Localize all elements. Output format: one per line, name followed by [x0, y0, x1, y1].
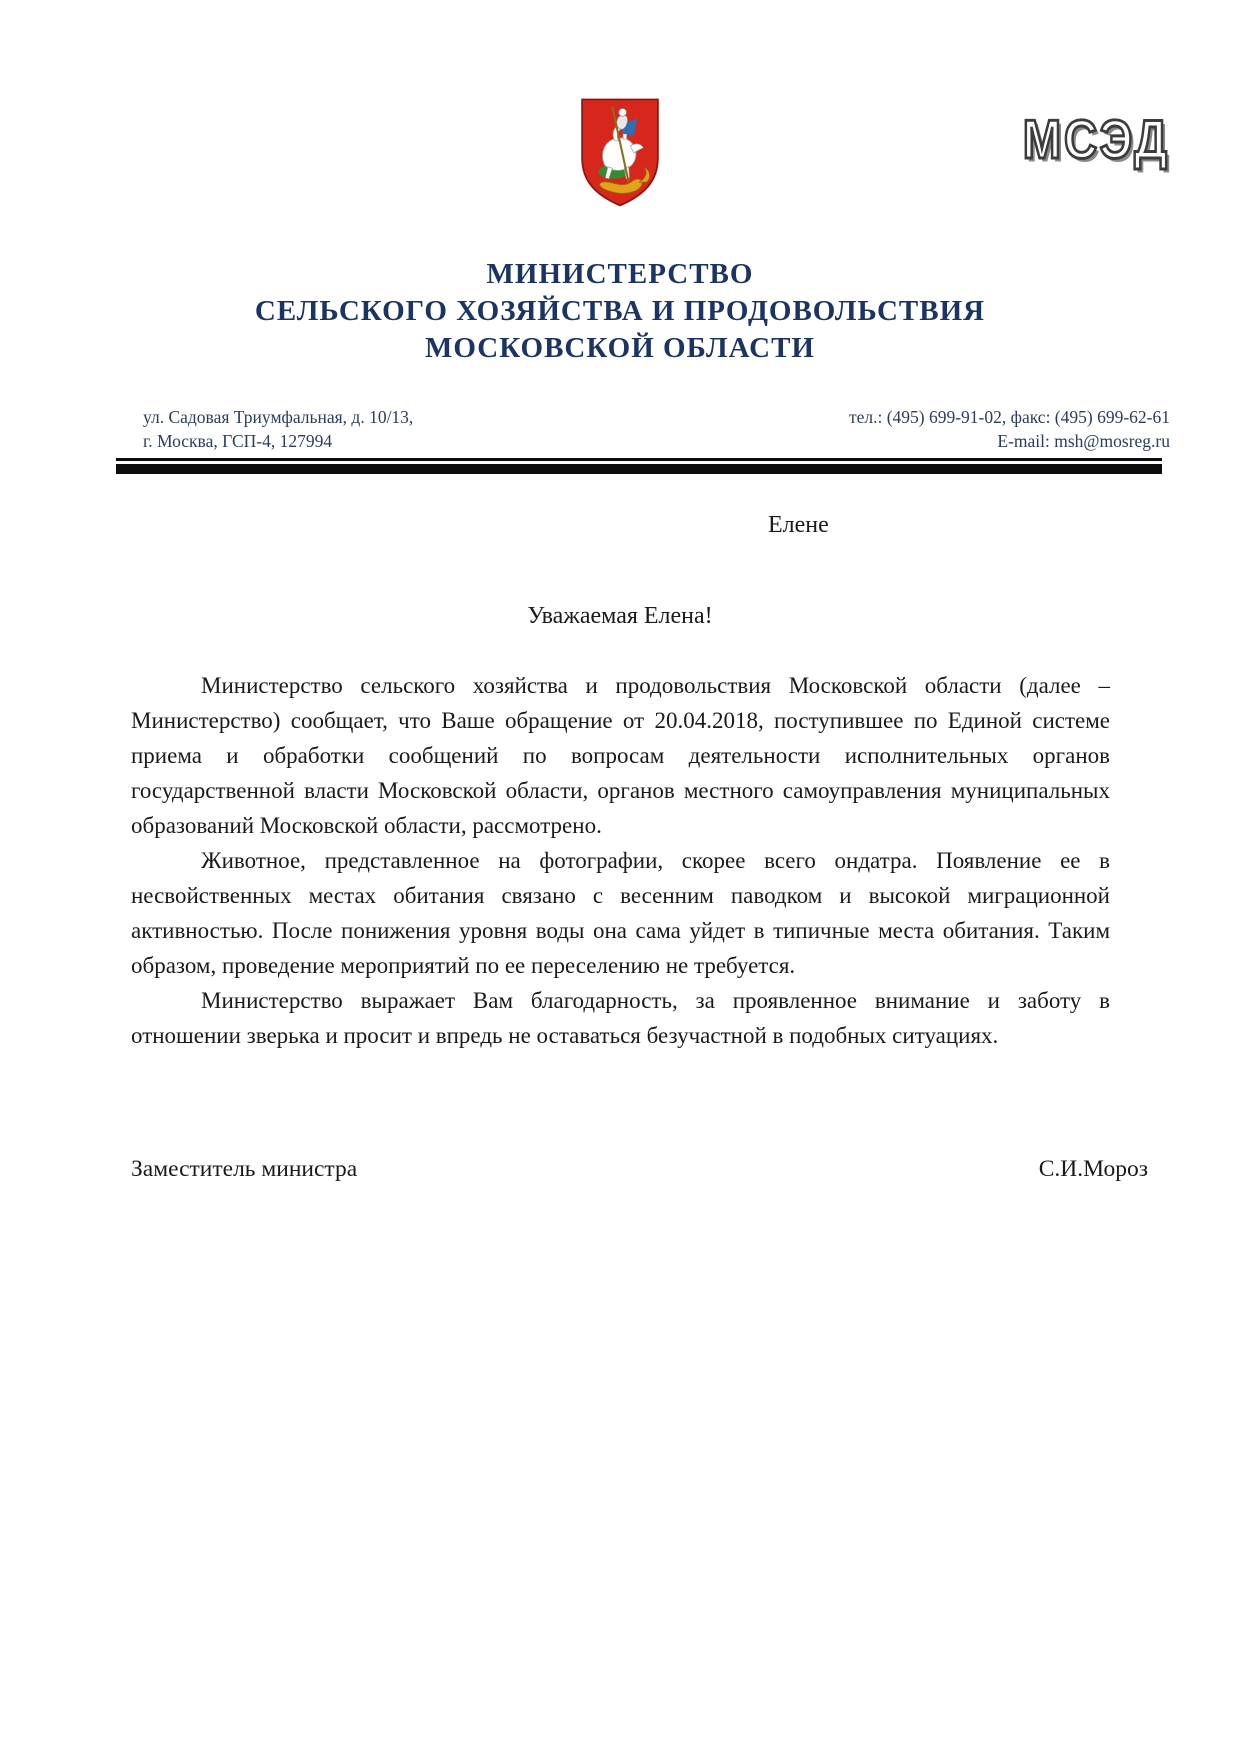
letter-body	[131, 668, 1110, 1053]
body-paragraph-2: Животное, представленное на фотографии, скорее всего ондатра. Появление ее в несвойственных местах обитания связано с весенним паводком и высокой миграционной активностью. После понижения уровня воды она сама уйдет в типичные места обитания. Таким образом, проведение мероприятий по ее переселению не требуется.	[131, 848, 1110, 978]
phone-fax-line: тел.: (495) 699-91-02, факс: (495) 699-62-61	[848, 407, 1170, 427]
ministry-contacts	[849, 405, 1170, 453]
letterhead-top	[0, 96, 1240, 214]
address-line-2: г. Москва, ГСП-4, 127994	[143, 431, 333, 451]
signature-title: Заместитель министра	[131, 1156, 358, 1182]
ministry-title	[0, 256, 1240, 367]
ministry-address	[143, 405, 413, 453]
separator-thick-rule	[116, 464, 1162, 474]
separator-thin-rule	[116, 458, 1162, 461]
msed-watermark: МСЭД	[1022, 108, 1170, 170]
header-separator	[116, 458, 1162, 474]
salutation: Уважаемая Елена!	[527, 603, 713, 629]
signature-name: С.И.Мороз	[1038, 1156, 1148, 1182]
body-paragraph-3: Министерство выражает Вам благодарность, за проявленное внимание и заботу в отношении зверька и просит и впредь не оставаться безучастной в подобных ситуациях.	[131, 988, 1110, 1048]
moscow-oblast-coat-of-arms-icon	[573, 96, 667, 208]
signature-row	[131, 1156, 1148, 1183]
address-line-1: ул. Садовая Триумфальная, д. 10/13,	[143, 407, 414, 427]
body-paragraph-1: Министерство сельского хозяйства и продовольствия Московской области (далее – Министерство) сообщает, что Ваше обращение от 20.04.2018, поступившее по Единой системе приема и обработки сообщений по вопросам деятельности исполнительных органов государственной власти Московской области, органов местного самоуправления муниципальных образований Московской области, рассмотрено.	[131, 673, 1110, 838]
letterhead-contact-row	[143, 405, 1170, 453]
recipient-name: Елене	[768, 512, 829, 538]
ministry-title-line-3: МОСКОВСКОЙ ОБЛАСТИ	[424, 332, 815, 364]
ministry-title-line-1: МИНИСТЕРСТВО	[486, 258, 754, 290]
ministry-title-line-2: СЕЛЬСКОГО ХОЗЯЙСТВА И ПРОДОВОЛЬСТВИЯ	[254, 295, 986, 327]
email-line: E-mail: msh@mosreg.ru	[997, 431, 1170, 451]
